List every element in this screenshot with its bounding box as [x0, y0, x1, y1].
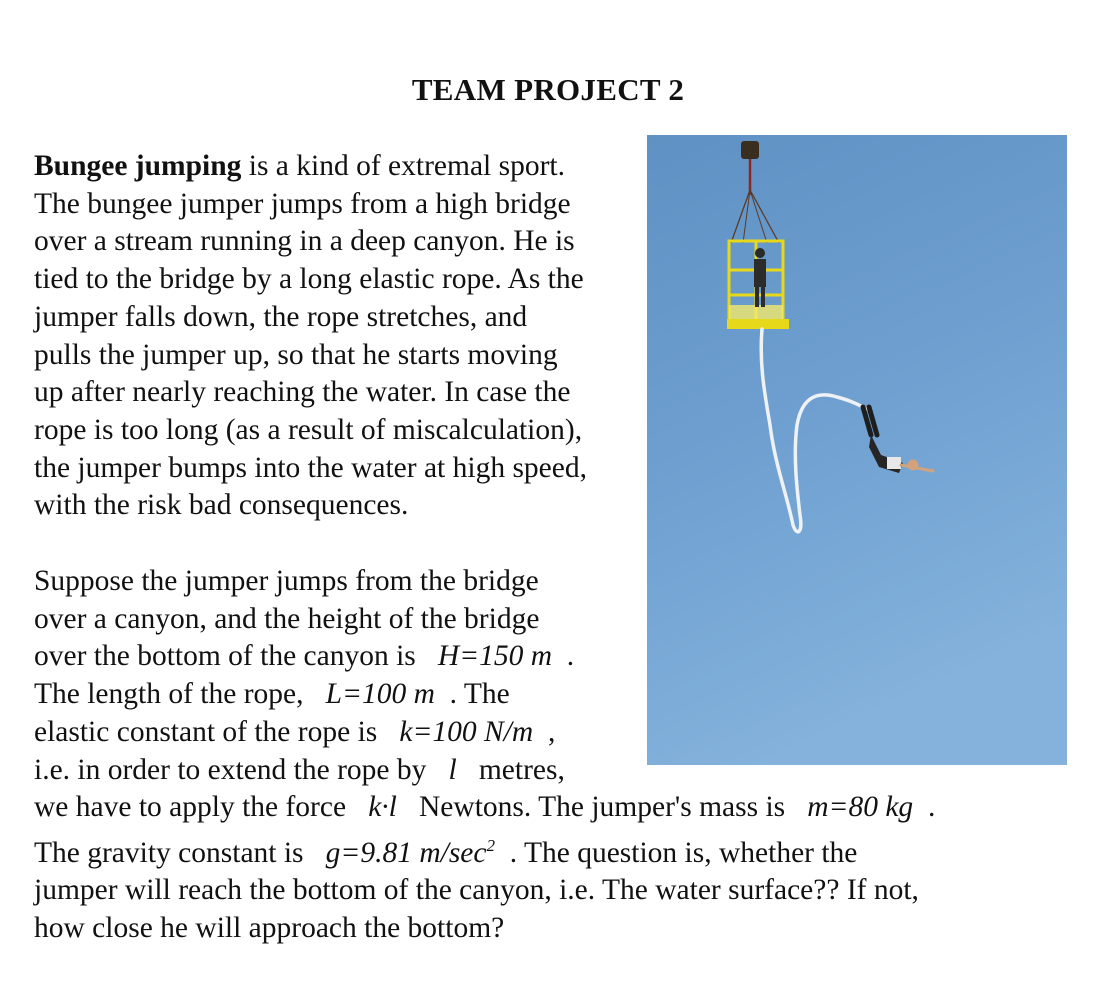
problem-line: The gravity constant is g=9.81 $m/\sec^2$ . The question is, whether the — [34, 835, 858, 869]
intro-line: over a stream running in a deep canyon. He is — [34, 225, 575, 258]
problem-line: elastic constant of the rope is k=100 N/m , — [34, 715, 556, 748]
problem-paragraph — [34, 563, 1084, 948]
length-formula: L=100 m — [325, 678, 435, 711]
problem-line: Suppose the jumper jumps from the bridge — [34, 565, 539, 597]
crane-hook — [741, 141, 759, 159]
problem-line: The length of the rope, L=100 m . The — [34, 678, 510, 711]
extension-symbol: l — [448, 753, 457, 786]
intro-line: jumper falls down, the rope stretches, and — [34, 300, 528, 333]
intro-line: up after nearly reaching the water. In case the — [34, 376, 571, 409]
elastic-formula: k=100 N/m — [399, 715, 534, 748]
intro-line: rope is too long (as a result of miscalculation), — [34, 413, 583, 446]
problem-line: how close he will approach the bottom? — [34, 912, 505, 945]
intro-line: pulls the jumper up, so that he starts moving — [34, 338, 558, 371]
intro-line: Bungee jumping is a kind of extremal sport. — [34, 150, 565, 182]
intro-paragraph — [34, 148, 649, 525]
problem-line: i.e. in order to extend the rope by l metres, — [34, 753, 565, 786]
intro-line: The bungee jumper jumps from a high bridge — [34, 187, 571, 220]
problem-line: we have to apply the force k·l Newtons. The jumper's mass is m=80 kg . — [34, 791, 936, 824]
problem-line: over a canyon, and the height of the bridge — [34, 602, 540, 635]
page-title: TEAM PROJECT 2 — [411, 72, 685, 107]
intro-line: the jumper bumps into the water at high speed, — [34, 451, 587, 484]
problem-line: over the bottom of the canyon is H=150 m . — [34, 640, 575, 673]
mass-formula: m=80 kg — [807, 791, 914, 824]
intro-line: with the risk bad consequences. — [34, 489, 409, 522]
gravity-formula: g=9.81 $m/\sec^2$ — [325, 835, 495, 869]
problem-line: jumper will reach the bottom of the canyon, i.e. The water surface?? If not, — [34, 874, 919, 907]
intro-line: tied to the bridge by a long elastic rope. As the — [34, 263, 584, 296]
bold-term: Bungee jumping — [34, 150, 242, 182]
force-formula: k·l — [368, 791, 397, 824]
height-formula: H=150 m — [437, 640, 553, 673]
